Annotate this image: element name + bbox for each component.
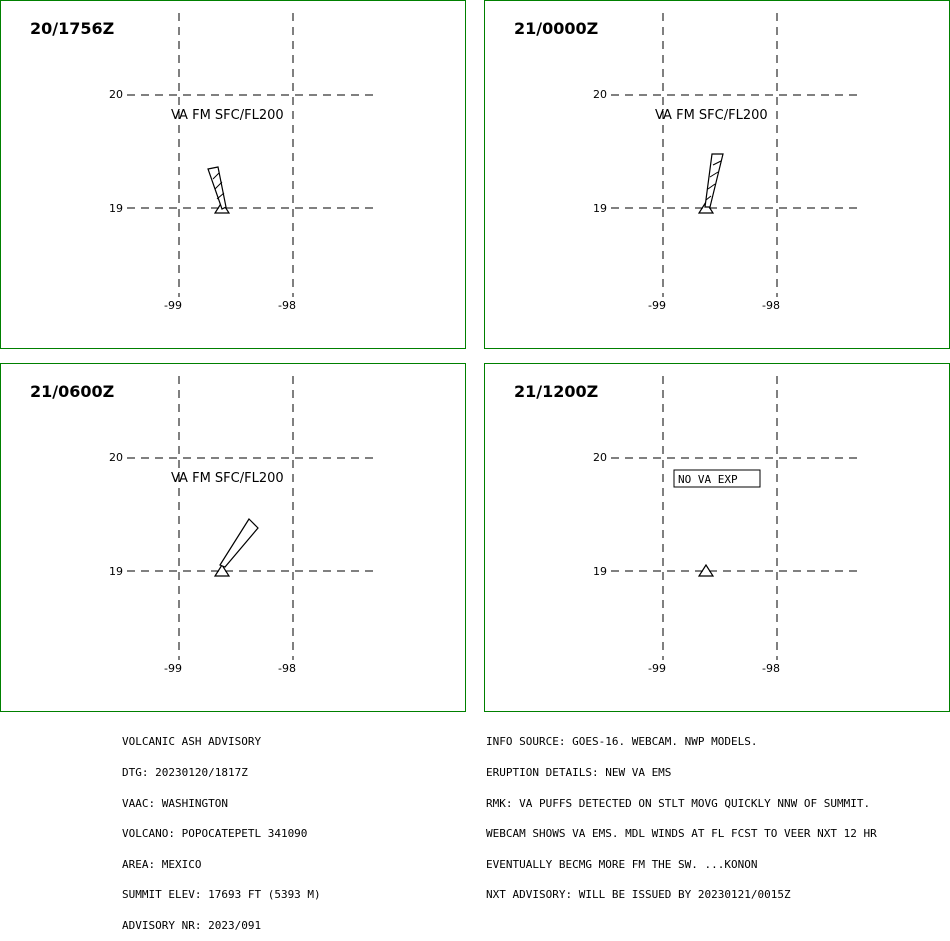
forecast-panel-4 (484, 363, 950, 712)
longitude-label: -99 (648, 299, 666, 312)
longitude-label: -98 (278, 299, 296, 312)
panel-time: 21/0600Z (30, 382, 115, 401)
ash-level-label: VA FM SFC/FL200 (655, 108, 768, 123)
advisory-details-block (486, 717, 877, 911)
latitude-label: 19 (109, 565, 123, 578)
map-panel-svg (1, 364, 467, 713)
advisory-header-block (122, 717, 321, 941)
longitude-label: -99 (164, 299, 182, 312)
advisory-line: ERUPTION DETAILS: NEW VA EMS (486, 766, 672, 779)
advisory-line: AREA: MEXICO (122, 857, 202, 871)
latitude-label: 20 (593, 88, 607, 101)
latitude-label: 19 (593, 565, 607, 578)
longitude-label: -99 (648, 662, 666, 675)
advisory-line: VOLCANO: POPOCATEPETL 341090 (122, 827, 308, 841)
forecast-panel-1 (0, 0, 466, 349)
longitude-label: -98 (278, 662, 296, 675)
latitude-label: 19 (109, 202, 123, 215)
no-ash-label: NO VA EXP (678, 473, 738, 486)
longitude-label: -99 (164, 662, 182, 675)
forecast-panel-2 (484, 0, 950, 349)
advisory-line: DTG: 20230120/1817Z (122, 766, 248, 779)
forecast-panel-3 (0, 363, 466, 712)
map-panel-svg (1, 1, 467, 350)
advisory-line: SUMMIT ELEV: 17693 FT (5393 M) (122, 888, 321, 902)
longitude-label: -98 (762, 299, 780, 312)
latitude-label: 20 (109, 451, 123, 464)
advisory-line: INFO SOURCE: GOES-16. WEBCAM. NWP MODELS. (486, 735, 758, 749)
advisory-line: VAAC: WASHINGTON (122, 796, 228, 810)
panel-time: 21/1200Z (514, 382, 599, 401)
advisory-line: VOLCANIC ASH ADVISORY (122, 735, 262, 749)
ash-level-label: VA FM SFC/FL200 (171, 471, 284, 486)
ash-plume (705, 154, 723, 207)
panel-time: 20/1756Z (30, 19, 115, 38)
ash-plume-polygon (220, 519, 258, 567)
latitude-label: 19 (593, 202, 607, 215)
map-panel-svg (485, 1, 950, 350)
panel-time: 21/0000Z (514, 19, 599, 38)
advisory-line: WEBCAM SHOWS VA EMS. MDL WINDS AT FL FCST TO VEER NXT 12 HR (486, 827, 877, 841)
advisory-line: ADVISORY NR: 2023/091 (122, 918, 262, 932)
ash-plume (208, 167, 226, 209)
map-panel-svg (485, 364, 950, 713)
advisory-line: NXT ADVISORY: WILL BE ISSUED BY 20230121/0015Z (486, 888, 791, 902)
advisory-line: RMK: VA PUFFS DETECTED ON STLT MOVG QUICKLY NNW OF SUMMIT. (486, 796, 871, 810)
latitude-label: 20 (593, 451, 607, 464)
longitude-label: -98 (762, 662, 780, 675)
ash-plume (220, 519, 258, 567)
advisory-line: EVENTUALLY BECMG MORE FM THE SW. ...KONON (486, 857, 758, 871)
ash-level-label: VA FM SFC/FL200 (171, 108, 284, 123)
latitude-label: 20 (109, 88, 123, 101)
ash-plume-polygon (208, 167, 226, 209)
